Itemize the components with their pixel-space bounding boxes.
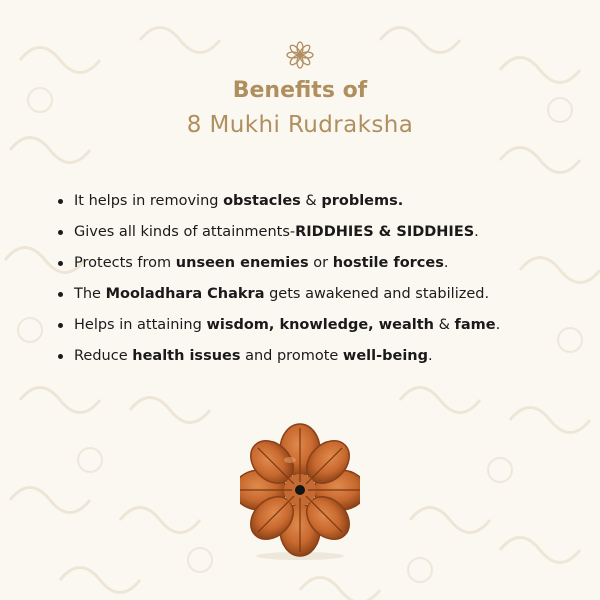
bullet-icon <box>58 199 63 204</box>
bullet-icon <box>58 292 63 297</box>
bullet-icon <box>58 323 63 328</box>
benefit-item: Gives all kinds of attainments-RIDDHIES & SIDDHIES. <box>55 224 575 255</box>
benefit-item: It helps in removing obstacles & problems. <box>55 193 575 224</box>
benefit-item: Protects from unseen enemies or hostile forces. <box>55 255 575 286</box>
rudraksha-bead-image <box>240 420 360 560</box>
bullet-icon <box>58 261 63 266</box>
heading-line-2: 8 Mukhi Rudraksha <box>186 112 414 138</box>
bullet-icon <box>58 230 63 235</box>
benefit-item: Helps in attaining wisdom, knowledge, wealth & fame. <box>55 317 575 348</box>
lotus-icon <box>285 40 315 70</box>
benefit-item: The Mooladhara Chakra gets awakened and stabilized. <box>55 286 575 317</box>
bullet-icon <box>58 354 63 359</box>
benefit-item: Reduce health issues and promote well-being. <box>55 348 575 379</box>
benefits-list <box>55 193 575 379</box>
heading-line-1: Benefits of <box>232 78 368 103</box>
